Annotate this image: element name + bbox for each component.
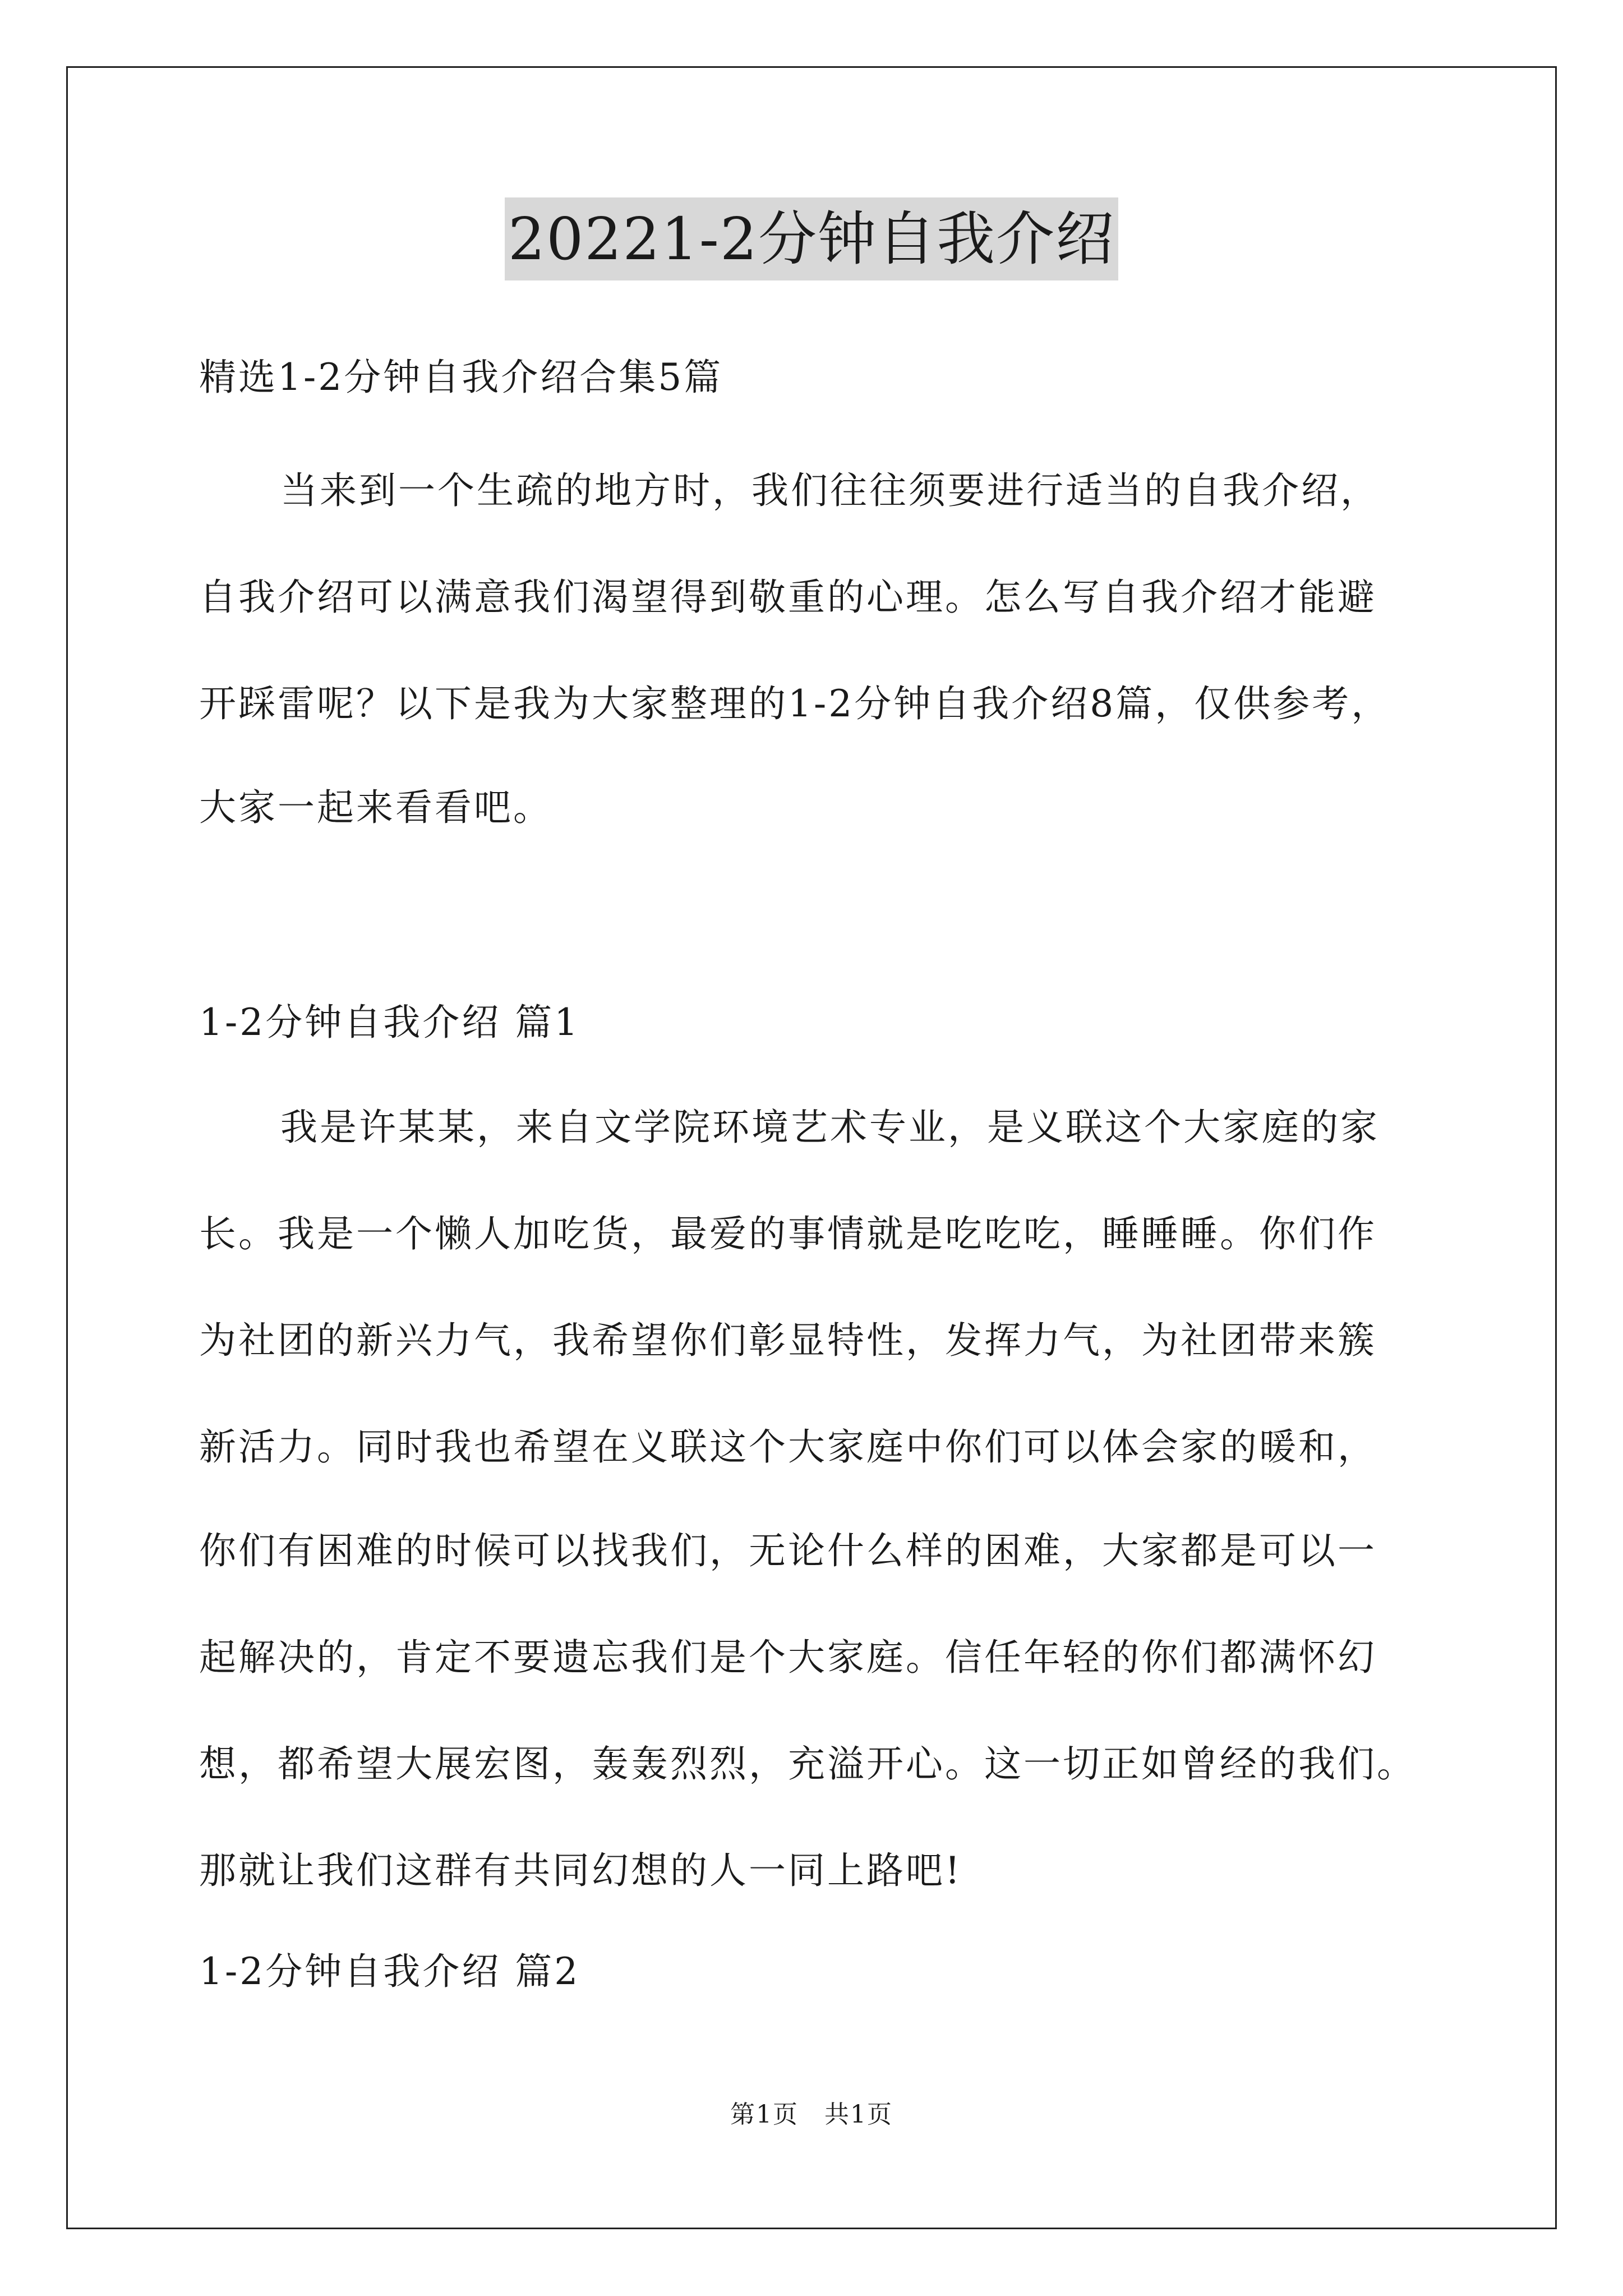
document-subtitle: 精选1-2分钟自我介绍合集5篇 (199, 356, 723, 399)
section2-heading: 1-2分钟自我介绍 篇2 (199, 1950, 580, 1993)
intro-line-3: 开踩雷呢？以下是我为大家整理的1-2分钟自我介绍8篇，仅供参考， (199, 682, 1391, 725)
section1-line-6: 起解决的，肯定不要遗忘我们是个大家庭。信任年轻的你们都满怀幻 (199, 1636, 1377, 1679)
section1-line-2: 长。我是一个懒人加吃货，最爱的事情就是吃吃吃，睡睡睡。你们作 (199, 1212, 1377, 1255)
section1-line-8: 那就让我们这群有共同幻想的人一同上路吧! (199, 1849, 962, 1892)
intro-line-1: 当来到一个生疏的地方时，我们往往须要进行适当的自我介绍， (280, 469, 1380, 512)
section1-line-4: 新活力。同时我也希望在义联这个大家庭中你们可以体会家的暖和， (199, 1425, 1377, 1469)
title-container (0, 197, 1623, 280)
document-title: 20221-2分钟自我介绍 (505, 197, 1118, 280)
intro-line-2: 自我介绍可以满意我们渴望得到敬重的心理。怎么写自我介绍才能避 (199, 576, 1377, 619)
page-footer: 第1页 共1页 (730, 2100, 893, 2129)
section1-line-3: 为社团的新兴力气，我希望你们彰显特性，发挥力气，为社团带来簇 (199, 1319, 1377, 1362)
section1-heading: 1-2分钟自我介绍 篇1 (199, 1001, 580, 1044)
intro-line-4: 大家一起来看看吧。 (199, 786, 552, 829)
section1-line-1: 我是许某某，来自文学院环境艺术专业，是义联这个大家庭的家 (280, 1106, 1380, 1149)
section1-line-7: 想，都希望大展宏图，轰轰烈烈，充溢开心。这一切正如曾经的我们。 (199, 1742, 1416, 1786)
section1-line-5: 你们有困难的时候可以找我们，无论什么样的困难，大家都是可以一 (199, 1529, 1377, 1572)
